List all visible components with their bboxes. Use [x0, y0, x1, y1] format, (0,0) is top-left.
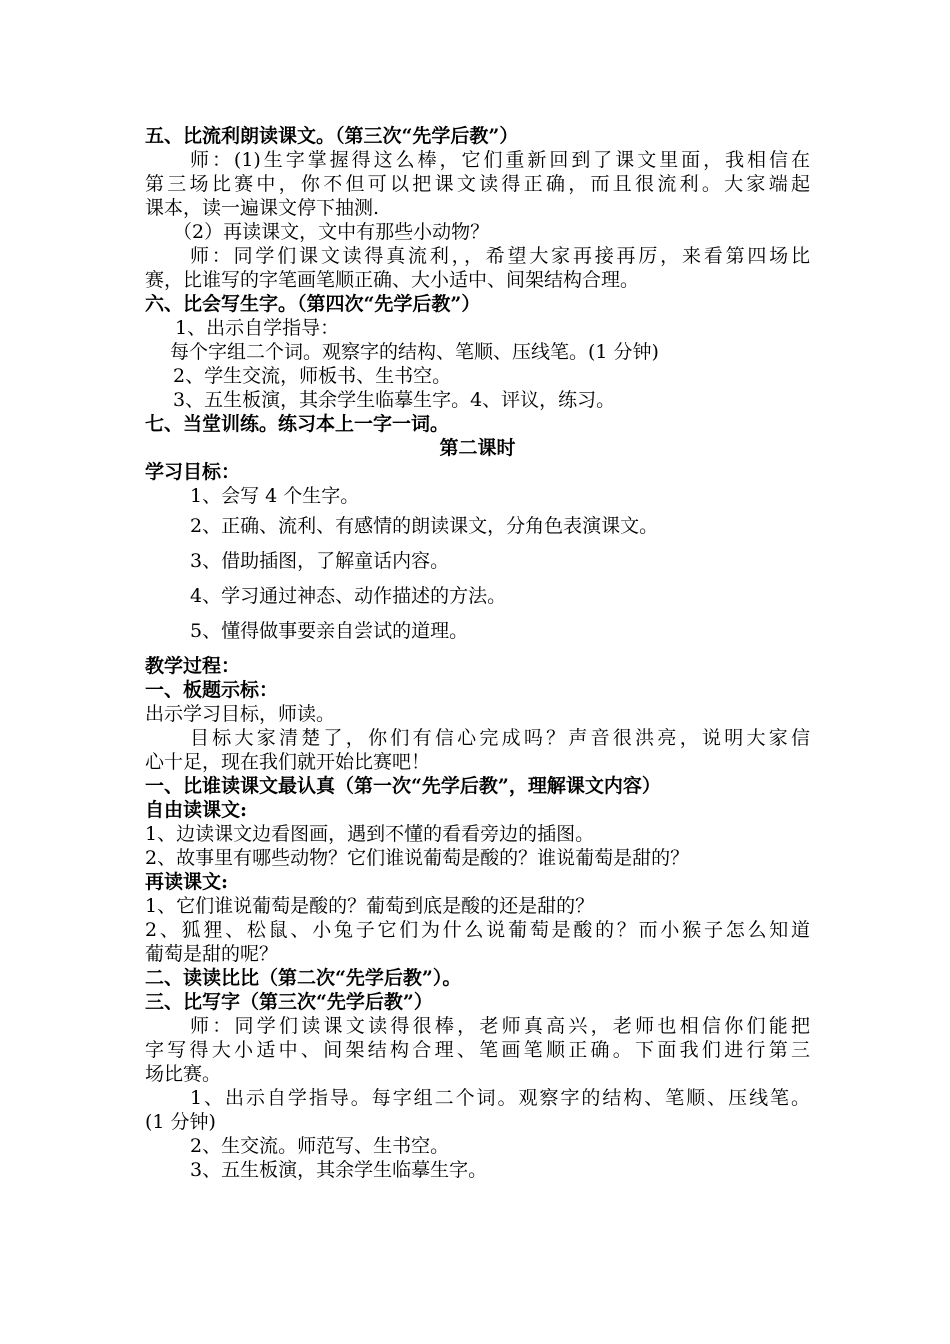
section-heading-1b: 一、比谁读课文最认真（第一次“先学后教”，理解课文内容）	[145, 775, 661, 797]
list-item: 3、五生板演，其余学生临摹生字。4、评议，练习。	[173, 389, 616, 411]
subheading-free-read: 自由读课文:	[145, 799, 248, 821]
paragraph-line: 目标大家清楚了，你们有信心完成吗？声音很洪亮，说明大家信	[190, 727, 810, 749]
list-item: 1、出示自学指导：	[175, 317, 340, 339]
subheading-reread: 再读课文:	[145, 871, 229, 893]
paragraph-line: 心十足，现在我们就开始比赛吧！	[145, 751, 431, 773]
paragraph-line: 师：(1)生字掌握得这么棒，它们重新回到了课文里面，我相信在	[190, 149, 810, 171]
goal-item: 5、懂得做事要亲自尝试的道理。	[190, 620, 469, 642]
paragraph-line: 赛，比谁写的字笔画笔顺正确、大小适中、间架结构合理。	[145, 269, 640, 291]
paragraph-line: (1 分钟)	[145, 1111, 216, 1133]
section-heading-1: 一、板题示标：	[145, 679, 279, 701]
lesson-title: 第二课时	[439, 437, 516, 459]
goal-item: 4、学习通过神态、动作描述的方法。	[190, 585, 507, 607]
goal-item: 1、会写 4 个生字。	[190, 485, 360, 507]
section-heading-6: 六、比会写生字。（第四次“先学后教”）	[145, 293, 481, 315]
paragraph-line: （2）再读课文，文中有那些小动物？	[173, 221, 490, 243]
section-heading-5: 五、比流利朗读课文。（第三次“先学后教”）	[145, 125, 519, 147]
section-heading-3: 三、比写字（第三次“先学后教”）	[145, 991, 433, 1013]
heading-learning-goals: 学习目标：	[145, 461, 241, 483]
paragraph-line: 字写得大小适中、间架结构合理、笔画笔顺正确。下面我们进行第三	[145, 1039, 810, 1061]
section-heading-2: 二、读读比比（第二次“先学后教”）。	[145, 967, 462, 989]
document-page	[145, 124, 810, 1182]
heading-teaching-process: 教学过程：	[145, 655, 241, 677]
list-item: 1、边读课文边看图画，遇到不懂的看看旁边的插图。	[145, 823, 595, 845]
paragraph-line: 师：同学们读课文读得很棒，老师真高兴，老师也相信你们能把	[190, 1015, 810, 1037]
paragraph-line: 第三场比赛中，你不但可以把课文读得正确，而且很流利。大家端起	[145, 173, 810, 195]
goal-item: 3、借助插图，了解童话内容。	[190, 550, 450, 572]
paragraph-line: 师：同学们课文读得真流利，，希望大家再接再厉，来看第四场比	[190, 245, 810, 267]
list-item: 2、生交流。师范写、生书空。	[190, 1135, 450, 1157]
paragraph-line: 葡萄是甜的呢？	[145, 943, 279, 965]
paragraph-line: 课本，读一遍课文停下抽测.	[145, 197, 380, 219]
paragraph-line: 每个字组二个词。观察字的结构、笔顺、压线笔。(1 分钟)	[170, 341, 659, 363]
list-item: 3、五生板演，其余学生临摹生字。	[190, 1159, 488, 1181]
section-heading-7: 七、当堂训练。练习本上一字一词。	[145, 413, 450, 435]
list-item: 2、狐狸、松鼠、小兔子它们为什么说葡萄是酸的？而小猴子怎么知道	[145, 919, 810, 941]
list-item: 2、学生交流，师板书、生书空。	[173, 365, 452, 387]
list-item: 2、故事里有哪些动物？它们谁说葡萄是酸的？谁说葡萄是甜的？	[145, 847, 690, 869]
list-item: 1、它们谁说葡萄是酸的？葡萄到底是酸的还是甜的？	[145, 895, 595, 917]
goal-item: 2、正确、流利、有感情的朗读课文，分角色表演课文。	[190, 515, 659, 537]
list-item: 1、出示自学指导。每字组二个词。观察字的结构、笔顺、压线笔。	[190, 1087, 810, 1109]
paragraph-line: 出示学习目标，师读。	[145, 703, 336, 725]
paragraph-line: 场比赛。	[145, 1063, 222, 1085]
